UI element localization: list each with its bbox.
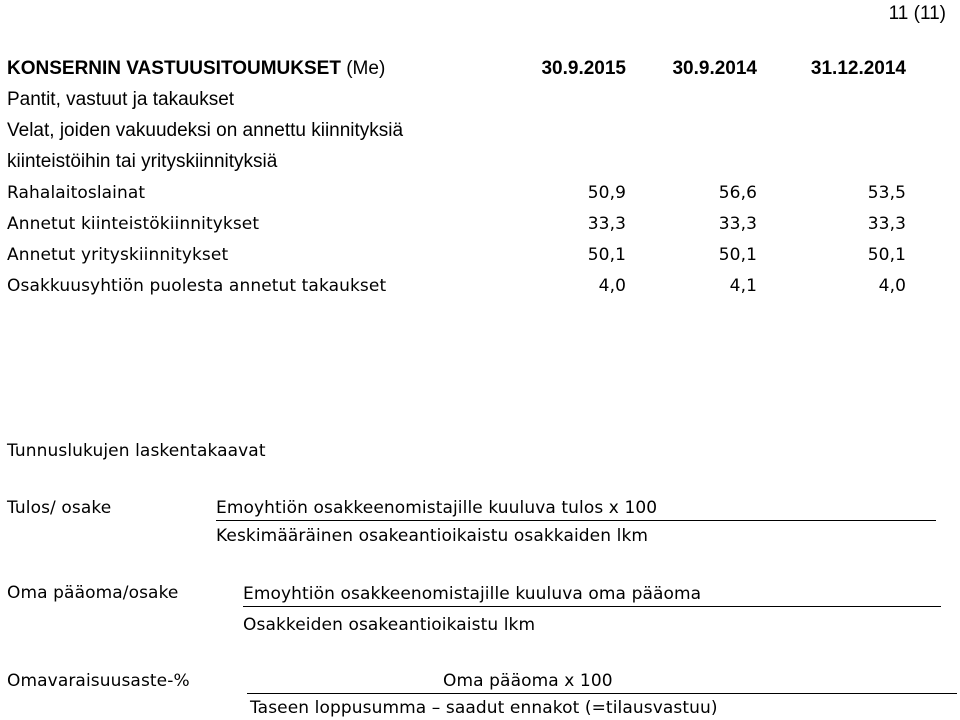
description-line-3: kiinteistöihin tai yrityskiinnityksiä: [7, 151, 278, 172]
row-value: 50,1: [587, 245, 626, 265]
row-value: 53,5: [867, 183, 906, 203]
formula-numerator: Emoyhtiön osakkeenomistajille kuuluva tulos x 100: [216, 498, 658, 518]
row-label: Annetut yrityskiinnitykset: [7, 245, 229, 265]
row-value: 33,3: [718, 214, 757, 234]
formula-name: Omavaraisuusaste-%: [7, 671, 190, 691]
column-header-2014: 30.9.2014: [672, 58, 757, 79]
formula-denominator: Taseen loppusumma – saadut ennakot (=tilausvastuu): [250, 698, 718, 718]
formula-numerator: Emoyhtiön osakkeenomistajille kuuluva oma pääoma: [243, 584, 702, 604]
fraction-line: [216, 520, 936, 521]
row-value: 33,3: [587, 214, 626, 234]
page-number: 11 (11): [888, 3, 946, 24]
formula-name: Tulos/ osake: [7, 498, 112, 518]
formula-denominator: Osakkeiden osakeantioikaistu lkm: [243, 615, 536, 635]
row-value: 4,0: [598, 276, 626, 296]
row-value: 4,0: [878, 276, 906, 296]
fraction-line: [243, 606, 941, 607]
row-value: 56,6: [718, 183, 757, 203]
section-unit: (Me): [346, 58, 386, 79]
row-value: 4,1: [729, 276, 757, 296]
column-header-2015: 30.9.2015: [541, 58, 626, 79]
row-value: 33,3: [867, 214, 906, 234]
row-value: 50,9: [587, 183, 626, 203]
row-label: Osakkuusyhtiön puolesta annetut takaukset: [7, 276, 387, 296]
section-title: [7, 57, 385, 81]
row-value: 50,1: [867, 245, 906, 265]
column-header-2014-year-end: 31.12.2014: [810, 58, 906, 79]
formula-denominator: Keskimääräinen osakeantioikaistu osakkaiden lkm: [216, 526, 649, 546]
row-label: Rahalaitoslainat: [7, 183, 146, 203]
formula-numerator: Oma pääoma x 100: [443, 671, 613, 691]
formula-name: Oma pääoma/osake: [7, 583, 179, 603]
description-line-1: Pantit, vastuut ja takaukset: [7, 89, 235, 110]
row-label: Annetut kiinteistökiinnitykset: [7, 214, 260, 234]
description-line-2: Velat, joiden vakuudeksi on annettu kiinnityksiä: [7, 120, 404, 141]
fraction-line: [247, 693, 957, 694]
section-title-text: KONSERNIN VASTUUSITOUMUKSET: [7, 58, 341, 79]
formulas-title: Tunnuslukujen laskentakaavat: [7, 441, 266, 461]
row-value: 50,1: [718, 245, 757, 265]
